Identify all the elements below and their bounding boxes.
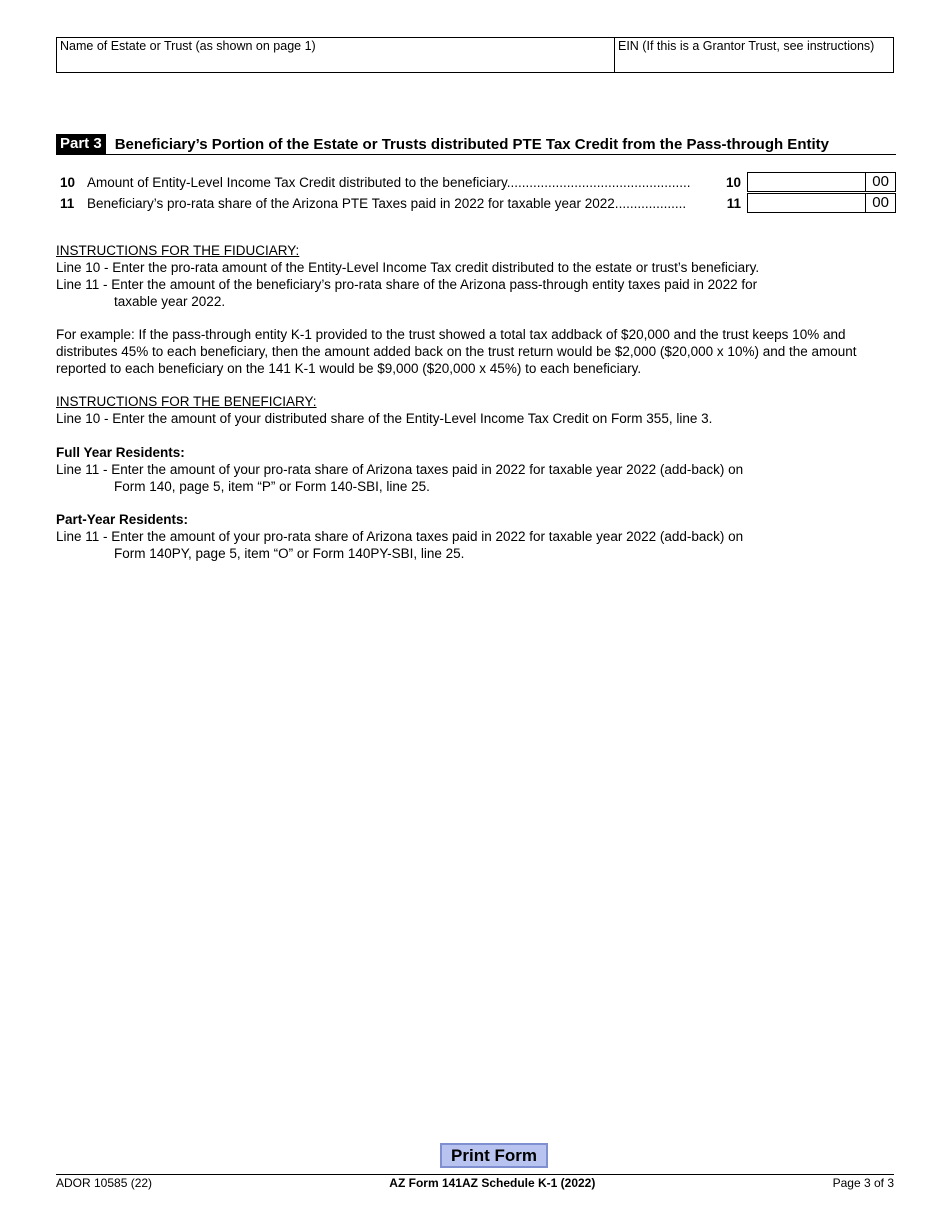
- line-11-box-number: 11: [726, 195, 741, 211]
- footer-form-title: AZ Form 141AZ Schedule K-1 (2022): [389, 1176, 596, 1190]
- estate-name-input[interactable]: [60, 53, 611, 69]
- part3-badge: Part 3: [56, 134, 106, 154]
- line-11-number: 11: [60, 195, 75, 211]
- full-year-line11-b: Form 140, page 5, item “P” or Form 140-SBI, line 25.: [114, 479, 430, 494]
- print-form-button[interactable]: Print Form: [440, 1143, 548, 1168]
- fiduciary-line11-a: Line 11 - Enter the amount of the beneficiary’s pro-rata share of the Arizona pass-through entity taxes paid in 2022 for: [56, 277, 758, 292]
- full-year-line11-a: Line 11 - Enter the amount of your pro-rata share of Arizona taxes paid in 2022 for taxable year 2022 (add-back) on: [56, 462, 744, 477]
- part3-heading: [56, 134, 896, 155]
- part-year-line11-b: Form 140PY, page 5, item “O” or Form 140PY-SBI, line 25.: [114, 546, 465, 561]
- line-10-box-number: 10: [725, 174, 741, 190]
- ein-input[interactable]: [618, 53, 890, 69]
- header-identification-box: [56, 37, 894, 73]
- line-10-description: Amount of Entity-Level Income Tax Credit distributed to the beneficiary.................................................: [87, 174, 691, 190]
- beneficiary-heading: INSTRUCTIONS FOR THE BENEFICIARY:: [56, 394, 317, 409]
- line-11-amount-input[interactable]: [748, 194, 866, 212]
- line-10-cents: 00: [872, 173, 889, 190]
- example-line-1: For example: If the pass-through entity K-1 provided to the trust showed a total tax addback of $20,000 and the trust keeps 10% and: [56, 327, 846, 342]
- example-line-3: reported to each beneficiary on the 141 K-1 would be $9,000 ($20,000 x 45%) to each beneficiary.: [56, 361, 642, 376]
- estate-name-label: Name of Estate or Trust (as shown on page 1): [60, 39, 316, 53]
- line-11-row: [56, 193, 896, 213]
- fiduciary-line11-b: taxable year 2022.: [114, 294, 226, 309]
- line-10-row: [56, 172, 896, 192]
- example-line-2: distributes 45% to each beneficiary, then the amount added back on the trust return would be $2,000 ($20,000 x 10%) and the amount: [56, 344, 857, 359]
- page-footer: [56, 1175, 894, 1190]
- line-10-amount-box: [747, 172, 896, 192]
- fiduciary-heading: INSTRUCTIONS FOR THE FIDUCIARY:: [56, 243, 300, 258]
- ein-label: EIN (If this is a Grantor Trust, see instructions): [618, 39, 875, 53]
- line-11-cents: 00: [872, 194, 889, 211]
- footer-form-code: ADOR 10585 (22): [56, 1176, 153, 1190]
- estate-name-cell[interactable]: [57, 38, 615, 72]
- footer-page-number: Page 3 of 3: [832, 1176, 894, 1190]
- beneficiary-line10: Line 10 - Enter the amount of your distributed share of the Entity-Level Income Tax Credit on Form 355, line 3.: [56, 411, 713, 426]
- part3-title: Beneficiary’s Portion of the Estate or Trusts distributed PTE Tax Credit from the Pass-through Entity: [114, 135, 829, 153]
- line-11-amount-box: [747, 193, 896, 213]
- ein-cell[interactable]: [615, 38, 893, 72]
- part-year-line11-a: Line 11 - Enter the amount of your pro-rata share of Arizona taxes paid in 2022 for taxable year 2022 (add-back) on: [56, 529, 744, 544]
- line-11-description: Beneficiary’s pro-rata share of the Arizona PTE Taxes paid in 2022 for taxable year 2022...................: [87, 195, 687, 211]
- line-10-amount-input[interactable]: [748, 173, 866, 191]
- part-year-heading: Part-Year Residents:: [56, 512, 189, 527]
- line-10-number: 10: [60, 174, 76, 190]
- full-year-heading: Full Year Residents:: [56, 445, 185, 460]
- fiduciary-line10: Line 10 - Enter the pro-rata amount of the Entity-Level Income Tax credit distributed to the estate or trust’s beneficiary.: [56, 260, 760, 275]
